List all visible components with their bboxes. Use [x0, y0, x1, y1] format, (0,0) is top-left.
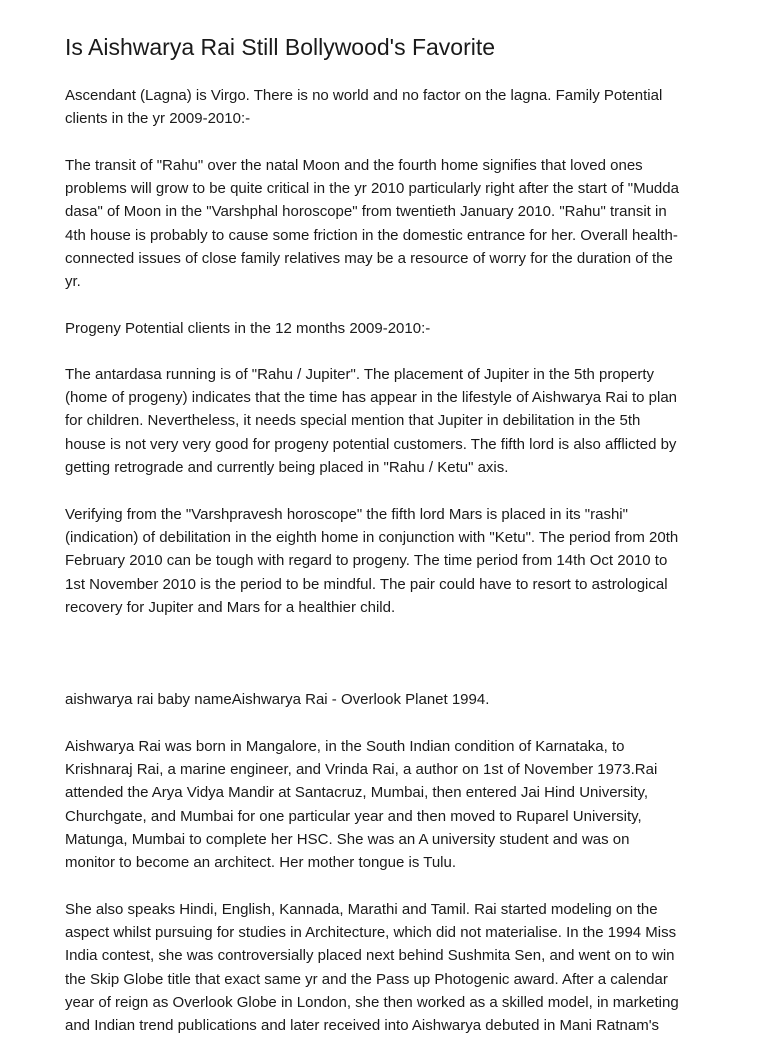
paragraph-languages-career — [65, 898, 705, 1037]
text-line: getting retrograde and currently being placed in "Rahu / Ketu" axis. — [65, 458, 509, 476]
paragraph-biography — [65, 735, 705, 874]
paragraph-baby-name — [65, 688, 705, 711]
text-line: clients in the yr 2009-2010:- — [65, 110, 251, 128]
text-line: Progeny Potential clients in the 12 months 2009-2010:- — [65, 320, 431, 337]
text-line: recovery for Jupiter and Mars for a healthier child. — [65, 598, 396, 616]
paragraph-family-potential — [65, 84, 705, 130]
text-line: Verifying from the "Varshpravesh horoscope" the fifth lord Mars is placed in its "rashi" — [65, 506, 628, 523]
text-line: monitor to become an architect. Her mother tongue is Tulu. — [65, 854, 457, 872]
text-line: aishwarya rai baby nameAishwarya Rai - Overlook Planet 1994. — [65, 691, 490, 708]
text-line: (indication) of debilitation in the eighth home in conjunction with "Ketu". The period from 20th — [65, 529, 679, 547]
text-line: problems will grow to be quite critical in the yr 2010 particularly right after the start of "Mudda — [65, 180, 679, 198]
text-line: 1st November 2010 is the period to be mindful. The pair could have to resort to astrological — [65, 575, 668, 593]
text-line: house is not very very good for progeny potential customers. The fifth lord is also afflicted by — [65, 435, 677, 453]
text-line: Matunga, Mumbai to complete her HSC. She was an A university student and was on — [65, 830, 630, 848]
text-line: The antardasa running is of "Rahu / Jupiter". The placement of Jupiter in the 5th property — [65, 366, 655, 383]
text-line: year of reign as Overlook Globe in London, she then worked as a skilled model, in marketing — [65, 993, 679, 1011]
text-line: aspect whilst pursuing for studies in Architecture, which did not materialise. In the 1994 Miss — [65, 924, 677, 942]
text-line: (home of progeny) indicates that the time has appear in the lifestyle of Aishwarya Rai to plan — [65, 389, 678, 407]
paragraph-progeny-heading — [65, 317, 705, 340]
text-line: Churchgate, and Mumbai for one particular year and then moved to Ruparel University, — [65, 807, 642, 825]
document-title: Is Aishwarya Rai Still Bollywood's Favorite — [65, 34, 496, 60]
paragraph-antardasa — [65, 363, 705, 479]
text-line: She also speaks Hindi, English, Kannada, Marathi and Tamil. Rai started modeling on the — [65, 901, 658, 918]
text-line: February 2010 can be tough with regard to progeny. The time period from 14th Oct 2010 to — [65, 552, 668, 570]
paragraph-varshpravesh — [65, 503, 705, 619]
text-line: Aishwarya Rai was born in Mangalore, in the South Indian condition of Karnataka, to — [65, 738, 625, 755]
text-line: The transit of "Rahu" over the natal Moon and the fourth home signifies that loved ones — [65, 157, 643, 174]
paragraph-rahu-transit — [65, 154, 705, 293]
text-line: the Skip Globe title that exact same yr and the Pass up Photogenic award. After a calendar — [65, 970, 668, 988]
text-line: yr. — [65, 273, 81, 291]
text-line: connected issues of close family relatives may be a resource of worry for the duration of the — [65, 249, 673, 267]
text-line: 4th house is probably to cause some friction in the domestic entrance for her. Overall health- — [65, 226, 678, 244]
text-line: dasa" of Moon in the "Varshphal horoscope" from twentieth January 2010. "Rahu" transit in — [65, 203, 667, 221]
text-line: and Indian trend publications and later received into Aishwarya debuted in Mani Ratnam's — [65, 1017, 660, 1035]
text-line: Krishnaraj Rai, a marine engineer, and Vrinda Rai, a author on 1st of November 1973.Rai — [65, 761, 658, 779]
text-line: for children. Nevertheless, it needs special mention that Jupiter in debilitation in the 5th — [65, 412, 641, 430]
text-line: India contest, she was controversially placed next behind Sushmita Sen, and went on to win — [65, 947, 675, 965]
text-line: Ascendant (Lagna) is Virgo. There is no world and no factor on the lagna. Family Potential — [65, 87, 663, 104]
text-line: attended the Arya Vidya Mandir at Santacruz, Mumbai, then entered Jai Hind University, — [65, 784, 649, 802]
